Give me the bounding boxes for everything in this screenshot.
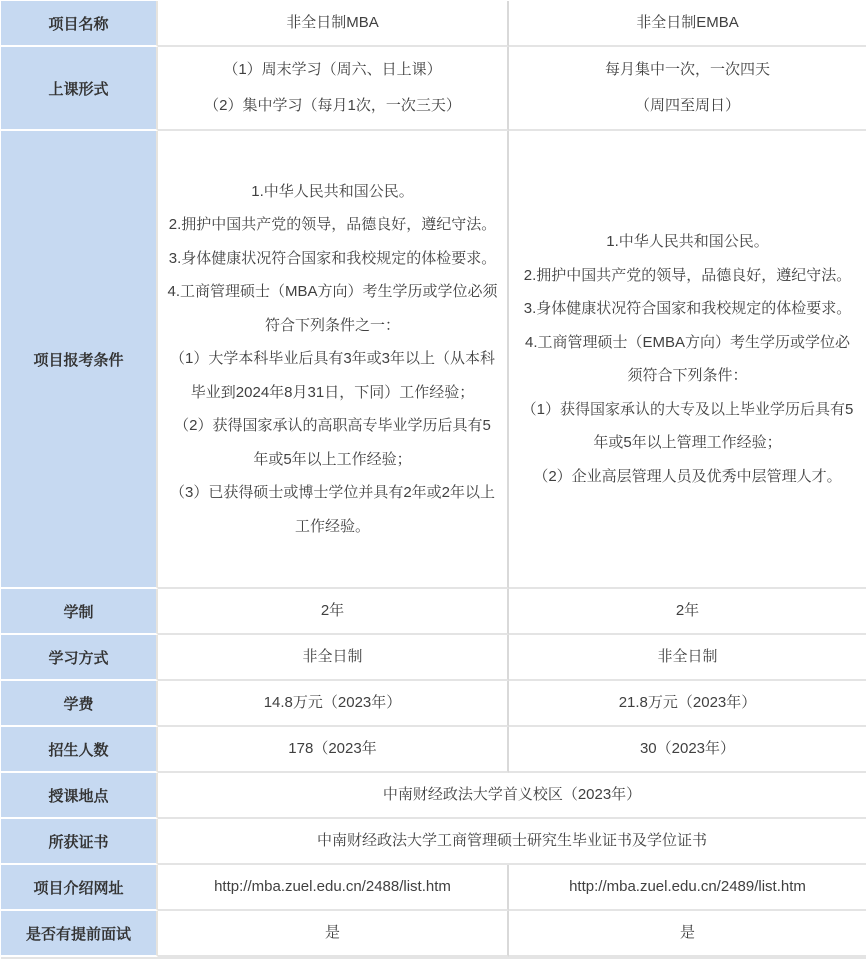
cell-text-line: 1.中华人民共和国公民。: [606, 233, 769, 250]
cell-text-line: 每月集中一次，一次四天: [604, 61, 770, 78]
cell-class-format-emba: [509, 47, 866, 131]
row-label-campus: 授课地点: [1, 773, 158, 819]
cell-tuition-mba: [158, 681, 509, 727]
row-label-certificates: 所获证书: [1, 819, 158, 865]
cell-pre-interview-emba: [509, 911, 866, 957]
cell-text-line: 非全日制MBA: [286, 14, 379, 31]
cell-application-requirements-mba: [158, 131, 509, 589]
cell-enrollment-mba: [158, 727, 509, 773]
cell-certificates: [158, 819, 866, 865]
cell-program-name-emba: [509, 1, 866, 47]
row-label-class-format: 上课形式: [1, 47, 158, 131]
cell-duration-mba: [158, 589, 509, 635]
cell-text-line: 中南财经政法大学工商管理硕士研究生毕业证书及学位证书: [316, 832, 707, 849]
cell-text-line: http://mba.zuel.edu.cn/2489/list.htm: [569, 878, 806, 895]
cell-text-line: 4.工商管理硕士（EMBA方向）考生学历或学位必须符合下列条件：: [524, 333, 851, 384]
cell-text-line: http://mba.zuel.edu.cn/2488/list.htm: [214, 878, 451, 895]
cell-text-line: 3.身体健康状况符合国家和我校规定的体检要求。: [168, 249, 497, 267]
row-label-tuition: 学费: [1, 681, 158, 727]
table-row-pre-interview: [1, 911, 866, 957]
cell-text-line: 2.拥护中国共产党的领导，品德良好，遵纪守法。: [168, 216, 497, 234]
cell-tuition-emba: [509, 681, 866, 727]
table-row-duration: [1, 589, 866, 635]
program-comparison-table: [1, 1, 866, 959]
row-label-pre-interview: 是否有提前面试: [1, 911, 158, 957]
cell-text-line: （2）集中学习（每月1次，一次三天）: [204, 97, 461, 114]
cell-text-line: （1）大学本科毕业后具有3年或3年以上（从本科毕业到2024年8月31日，下同）工作经验；: [169, 350, 496, 401]
cell-text-line: 是: [324, 924, 340, 941]
cell-text-line: 3.身体健康状况符合国家和我校规定的体检要求。: [523, 300, 852, 317]
cell-enrollment-emba: [509, 727, 866, 773]
cell-program-url-mba: [158, 865, 509, 911]
cell-text-line: （2）获得国家承认的高职高专毕业学历后具有5年或5年以上工作经验；: [174, 417, 491, 468]
cell-class-format-mba: [158, 47, 509, 131]
cell-text-line: （2）企业高层管理人员及优秀中层管理人才。: [533, 467, 842, 485]
cell-text-line: 2.拥护中国共产党的领导，品德良好，遵纪守法。: [523, 266, 852, 284]
cell-campus: [158, 773, 866, 819]
row-label-application-requirements: 项目报考条件: [1, 131, 158, 589]
cell-pre-interview-mba: [158, 911, 509, 957]
cell-text-line: （3）已获得硕士或博士学位并具有2年或2年以上工作经验。: [169, 484, 496, 535]
table-row-class-format: [1, 47, 866, 131]
row-label-enrollment: 招生人数: [1, 727, 158, 773]
table-row-enrollment: [1, 727, 866, 773]
cell-text-line: 4.工商管理硕士（MBA方向）考生学历或学位必须符合下列条件之一：: [167, 283, 498, 334]
cell-text-line: 2年: [675, 602, 700, 619]
table-row-application-requirements: [1, 131, 866, 589]
cell-study-mode-mba: [158, 635, 509, 681]
cell-study-mode-emba: [509, 635, 866, 681]
cell-duration-emba: [509, 589, 866, 635]
table-row-program-url: [1, 865, 866, 911]
cell-text-line: 30（2023年）: [639, 740, 736, 757]
row-label-program-url: 项目介绍网址: [1, 865, 158, 911]
row-label-study-mode: 学习方式: [1, 635, 158, 681]
cell-application-requirements-emba: [509, 131, 866, 589]
cell-text-line: （周四至周日）: [634, 97, 740, 114]
cell-text-line: 非全日制: [302, 648, 363, 665]
table-body: [1, 1, 866, 957]
table-row-tuition: [1, 681, 866, 727]
table-row-program-name: [1, 1, 866, 47]
cell-text-line: 178（2023年: [288, 740, 377, 757]
cell-text-line: 中南财经政法大学首义校区（2023年）: [382, 786, 642, 803]
row-label-duration: 学制: [1, 589, 158, 635]
cell-text-line: 是: [679, 924, 695, 941]
cell-text-line: 非全日制EMBA: [636, 14, 739, 31]
table-row-campus: [1, 773, 866, 819]
row-label-program-name: 项目名称: [1, 1, 158, 47]
cell-text-line: 21.8万元（2023年）: [618, 694, 757, 711]
cell-text-line: 1.中华人民共和国公民。: [251, 182, 414, 200]
cell-program-name-mba: [158, 1, 509, 47]
table-row-study-mode: [1, 635, 866, 681]
cell-text-line: （1）周末学习（周六、日上课）: [223, 61, 442, 78]
cell-text-line: 非全日制: [657, 648, 718, 665]
cell-text-line: （1）获得国家承认的大专及以上毕业学历后具有5年或5年以上管理工作经验；: [521, 400, 854, 451]
table-row-certificates: [1, 819, 866, 865]
cell-program-url-emba: [509, 865, 866, 911]
cell-text-line: 2年: [320, 602, 345, 619]
cell-text-line: 14.8万元（2023年）: [263, 694, 402, 711]
